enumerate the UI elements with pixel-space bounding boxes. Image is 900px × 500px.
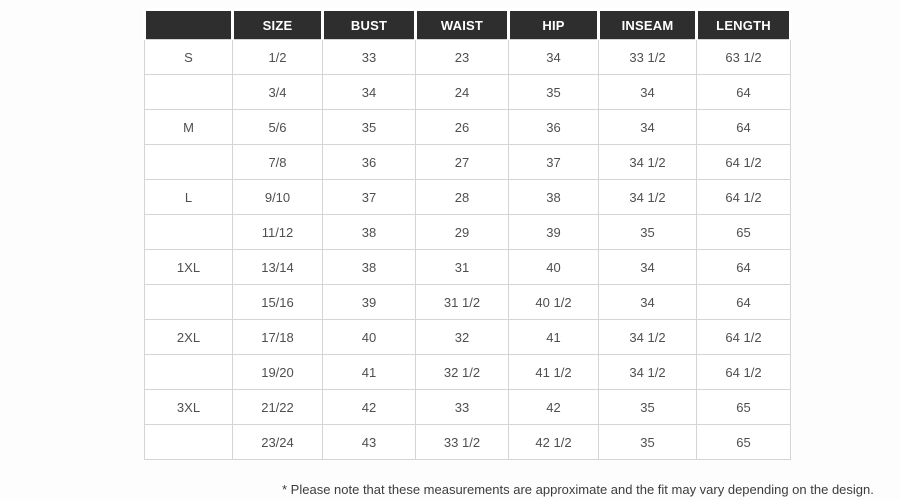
size-group-cell	[145, 285, 233, 320]
measurement-cell: 38	[323, 250, 416, 285]
measurement-cell: 43	[323, 425, 416, 460]
table-row	[145, 320, 791, 355]
measurement-cell: 64 1/2	[697, 355, 791, 390]
table-row	[145, 180, 791, 215]
table-row	[145, 110, 791, 145]
measurement-cell: 1/2	[233, 40, 323, 75]
measurement-cell: 42 1/2	[509, 425, 599, 460]
measurement-cell: 13/14	[233, 250, 323, 285]
measurement-cell: 64 1/2	[697, 180, 791, 215]
measurement-cell: 7/8	[233, 145, 323, 180]
measurement-cell: 34 1/2	[599, 145, 697, 180]
measurement-cell: 34	[509, 40, 599, 75]
measurement-cell: 41	[509, 320, 599, 355]
measurement-cell: 41 1/2	[509, 355, 599, 390]
size-group-cell	[145, 425, 233, 460]
measurement-cell: 64 1/2	[697, 320, 791, 355]
table-row	[145, 145, 791, 180]
measurement-cell: 34	[323, 75, 416, 110]
measurement-cell: 34 1/2	[599, 320, 697, 355]
size-group-cell: 2XL	[145, 320, 233, 355]
measurement-cell: 27	[416, 145, 509, 180]
measurement-cell: 64	[697, 285, 791, 320]
measurement-cell: 32 1/2	[416, 355, 509, 390]
column-header-bust: BUST	[323, 10, 416, 40]
size-group-cell	[145, 75, 233, 110]
measurement-cell: 29	[416, 215, 509, 250]
measurement-cell: 42	[323, 390, 416, 425]
measurement-cell: 40 1/2	[509, 285, 599, 320]
measurement-cell: 38	[323, 215, 416, 250]
column-header-length: LENGTH	[697, 10, 791, 40]
measurement-cell: 17/18	[233, 320, 323, 355]
column-header-blank	[145, 10, 233, 40]
table-row	[145, 285, 791, 320]
measurement-cell: 28	[416, 180, 509, 215]
measurement-cell: 33 1/2	[599, 40, 697, 75]
measurement-cell: 41	[323, 355, 416, 390]
measurement-cell: 5/6	[233, 110, 323, 145]
measurement-cell: 65	[697, 390, 791, 425]
measurement-cell: 34 1/2	[599, 355, 697, 390]
measurement-cell: 35	[599, 215, 697, 250]
measurement-cell: 23/24	[233, 425, 323, 460]
measurement-cell: 37	[509, 145, 599, 180]
size-group-cell	[145, 145, 233, 180]
measurement-cell: 23	[416, 40, 509, 75]
size-group-cell: S	[145, 40, 233, 75]
measurement-cell: 19/20	[233, 355, 323, 390]
size-chart	[143, 8, 874, 497]
size-group-cell: M	[145, 110, 233, 145]
table-row	[145, 215, 791, 250]
table-row	[145, 40, 791, 75]
table-row	[145, 355, 791, 390]
column-header-hip: HIP	[509, 10, 599, 40]
measurement-cell: 3/4	[233, 75, 323, 110]
measurement-cell: 24	[416, 75, 509, 110]
measurement-cell: 35	[599, 390, 697, 425]
size-group-cell: 3XL	[145, 390, 233, 425]
measurement-cell: 40	[323, 320, 416, 355]
measurement-cell: 33	[416, 390, 509, 425]
footnote: * Please note that these measurements are approximate and the fit may vary depending on the design.	[282, 482, 874, 497]
measurement-cell: 35	[323, 110, 416, 145]
measurement-cell: 33 1/2	[416, 425, 509, 460]
measurement-cell: 64	[697, 75, 791, 110]
measurement-cell: 35	[599, 425, 697, 460]
table-row	[145, 75, 791, 110]
measurement-cell: 26	[416, 110, 509, 145]
measurement-cell: 39	[323, 285, 416, 320]
measurement-cell: 39	[509, 215, 599, 250]
measurement-cell: 65	[697, 215, 791, 250]
measurement-cell: 34	[599, 75, 697, 110]
measurement-cell: 15/16	[233, 285, 323, 320]
column-header-waist: WAIST	[416, 10, 509, 40]
measurement-cell: 34 1/2	[599, 180, 697, 215]
measurement-cell: 34	[599, 250, 697, 285]
measurement-cell: 42	[509, 390, 599, 425]
measurement-cell: 40	[509, 250, 599, 285]
column-header-inseam: INSEAM	[599, 10, 697, 40]
measurement-cell: 65	[697, 425, 791, 460]
measurement-cell: 31	[416, 250, 509, 285]
size-group-cell: 1XL	[145, 250, 233, 285]
measurement-cell: 64	[697, 250, 791, 285]
measurement-cell: 34	[599, 110, 697, 145]
measurement-cell: 63 1/2	[697, 40, 791, 75]
measurement-cell: 64	[697, 110, 791, 145]
measurement-cell: 36	[509, 110, 599, 145]
measurement-cell: 11/12	[233, 215, 323, 250]
measurement-cell: 32	[416, 320, 509, 355]
table-row	[145, 390, 791, 425]
measurement-cell: 31 1/2	[416, 285, 509, 320]
measurement-cell: 21/22	[233, 390, 323, 425]
measurement-cell: 9/10	[233, 180, 323, 215]
measurement-cell: 33	[323, 40, 416, 75]
header-row	[145, 10, 791, 40]
table-row	[145, 250, 791, 285]
size-group-cell: L	[145, 180, 233, 215]
size-group-cell	[145, 355, 233, 390]
size-chart-table	[143, 8, 792, 460]
column-header-size: SIZE	[233, 10, 323, 40]
table-row	[145, 425, 791, 460]
measurement-cell: 37	[323, 180, 416, 215]
measurement-cell: 34	[599, 285, 697, 320]
measurement-cell: 35	[509, 75, 599, 110]
measurement-cell: 36	[323, 145, 416, 180]
measurement-cell: 64 1/2	[697, 145, 791, 180]
size-group-cell	[145, 215, 233, 250]
measurement-cell: 38	[509, 180, 599, 215]
